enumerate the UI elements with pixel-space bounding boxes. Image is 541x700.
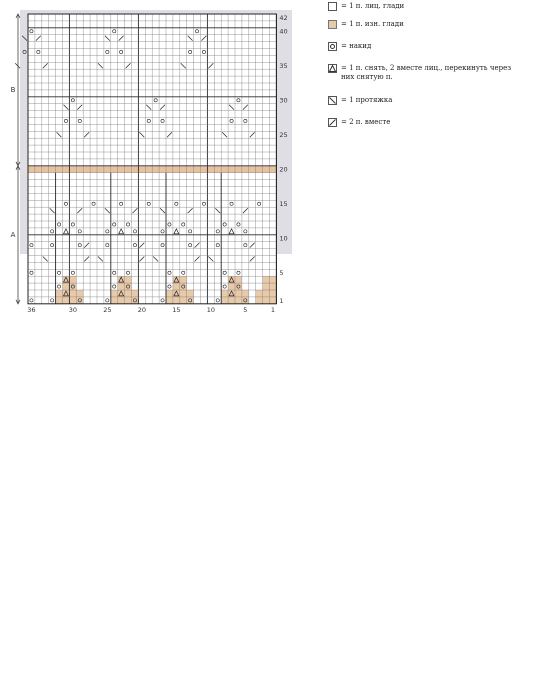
purl-cell [180,276,187,283]
purl-cell [69,290,76,297]
ssk-icon [328,96,337,105]
purl-cell [132,290,139,297]
purl-cell [270,297,277,304]
legend-item-ssk [328,96,392,105]
legend-ssk-label: = 1 протяжка [341,96,393,104]
section-arrows [11,14,20,304]
legend-item-k2tog [328,118,390,127]
purl-cell [69,276,76,283]
purl-cell [270,276,277,283]
row-label: 10 [279,234,288,243]
purl-cell [173,283,180,290]
purl-cell [256,290,263,297]
purl-cell [180,297,187,304]
purl-cell [221,290,228,297]
row-label: 25 [279,131,288,140]
legend-item-decrease [328,64,519,82]
purl-cell [118,297,125,304]
purl-cell [69,297,76,304]
col-label: 20 [137,305,146,314]
col-label: 36 [27,305,36,314]
purl-cell [270,290,277,297]
yarn-over-icon [328,42,337,51]
purl-cell [235,297,242,304]
purl-cell [125,297,132,304]
col-label: 30 [68,305,77,314]
purl-cell [63,297,70,304]
purl-cell [76,290,83,297]
purl-cell [118,283,125,290]
col-label: 10 [206,305,215,314]
legend-k2tog-label: = 2 п. вместе [341,118,391,126]
purl-cell [187,297,194,304]
legend-yarn-over-label: = накид [341,42,372,50]
purl-cell [256,297,263,304]
knit-icon [328,2,337,11]
purl-cell [235,283,242,290]
purl-icon [328,20,337,29]
row-label: 40 [279,27,288,36]
purl-cell [242,297,249,304]
col-label: 1 [270,305,276,314]
row-label: 1 [279,296,284,305]
legend-item-yarn-over [328,42,371,51]
row-label: 42 [279,13,288,22]
purl-cell [125,276,132,283]
legend-item-knit [328,2,404,11]
purl-cell [76,297,83,304]
purl-cell [263,283,270,290]
legend-knit-label: = 1 п. лиц. глади [341,2,405,10]
purl-cell [173,297,180,304]
section-a-label: A [10,230,16,239]
purl-cell [125,283,132,290]
purl-cell [187,290,194,297]
col-label: 15 [172,305,181,314]
knitting-chart [0,0,320,314]
purl-cell [111,290,118,297]
purl-cell [69,283,76,290]
purl-cell [263,276,270,283]
purl-cell [263,290,270,297]
purl-cell [132,297,139,304]
legend-purl-label: = 1 п. изн. глади [341,20,404,28]
legend-decrease-label: = 1 п. снять, 2 вместе лиц., перекинуть через них снятую п. [341,64,512,81]
col-label: 5 [243,305,248,314]
decrease-icon [328,64,337,73]
row-label: 35 [279,62,288,71]
legend-item-purl [328,20,404,29]
purl-cell [263,297,270,304]
purl-cell [235,290,242,297]
purl-cell [228,283,235,290]
purl-cell [56,290,63,297]
row-label: 15 [279,200,288,209]
purl-cell [235,276,242,283]
row-label: 20 [279,165,288,174]
purl-cell [221,297,228,304]
purl-cell [63,283,70,290]
col-label: 25 [103,305,112,314]
purl-cell [228,297,235,304]
purl-cell [111,297,118,304]
row-label: 5 [279,269,284,278]
purl-cell [242,290,249,297]
row-label: 30 [279,96,288,105]
purl-cell [166,290,173,297]
purl-cell [125,290,132,297]
purl-cell [56,297,63,304]
purl-cell [180,283,187,290]
k2tog-icon [328,118,337,127]
purl-cell [166,297,173,304]
section-b-label: B [10,85,16,94]
purl-cell [180,290,187,297]
purl-cell [270,283,277,290]
